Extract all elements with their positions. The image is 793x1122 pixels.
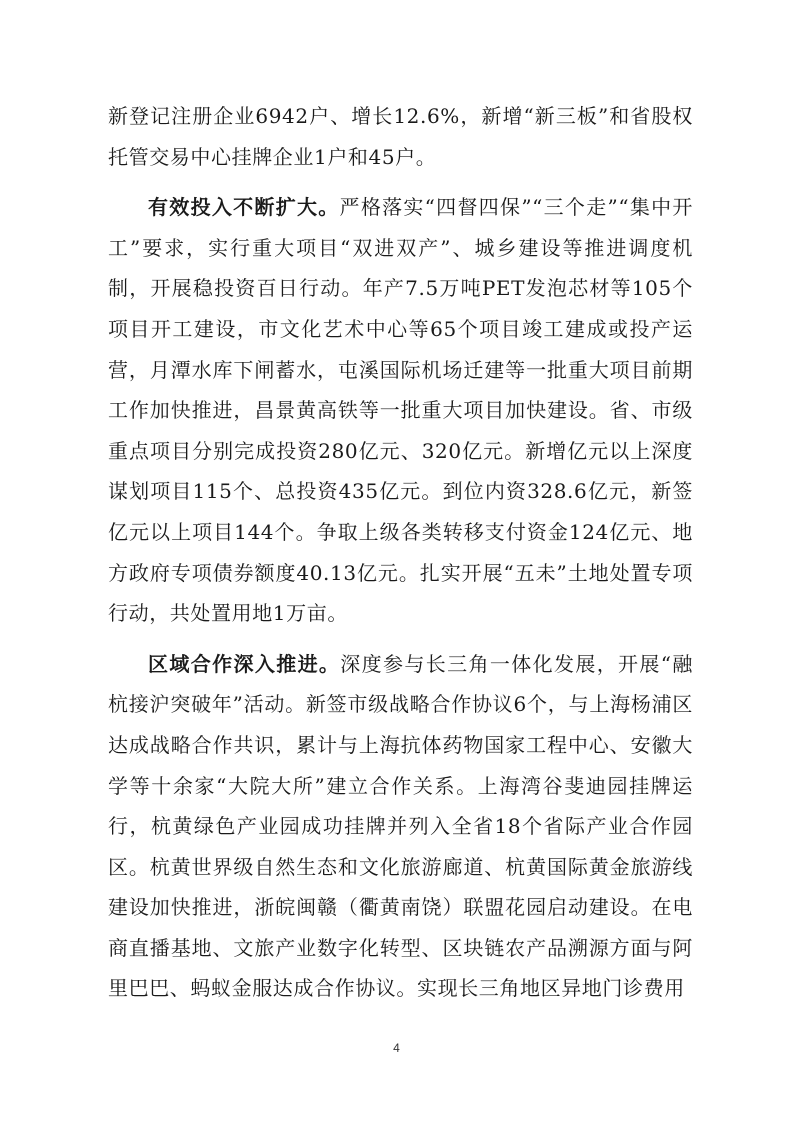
paragraph-text: 新登记注册企业6942户、增长12.6%，新增“新三板”和省股权托管交易中心挂牌企业1户和45户。: [108, 104, 693, 169]
paragraph-regional-cooperation: [108, 644, 693, 1009]
document-body: [108, 96, 693, 1019]
paragraph-continuation: [108, 96, 693, 177]
paragraph-heading: 区域合作深入推进。: [148, 651, 341, 676]
paragraph-effective-investment: [108, 187, 693, 634]
paragraph-heading: 有效投入不断扩大。: [148, 195, 340, 220]
paragraph-text: 严格落实“四督四保”“三个走”“集中开工”要求，实行重大项目“双进双产”、城乡建设等推进调度机制，开展稳投资百日行动。年产7.5万吨PET发泡芯材等105个项目开工建设，市文化艺术中心等65个项目竣工建成或投产运营，月潭水库下闸蓄水，屯溪国际机场迁建等一批重大项目前期工作加快推进，昌景黄高铁等一批重大项目加快建设。省、市级重点项目分别完成投资280亿元、320亿元。新增亿元以上深度谋划项目115个、总投资435亿元。到位内资328.6亿元，新签亿元以上项目144个。争取上级各类转移支付资金124亿元、地方政府专项债券额度40.13亿元。扎实开展“五未”土地处置专项行动，共处置用地1万亩。: [108, 195, 693, 626]
paragraph-text: 深度参与长三角一体化发展，开展“融杭接沪突破年”活动。新签市级战略合作协议6个，与上海杨浦区达成战略合作共识，累计与上海抗体药物国家工程中心、安徽大学等十余家“大院大所”建立合作关系。上海湾谷斐迪园挂牌运行，杭黄绿色产业园成功挂牌并列入全省18个省际产业合作园区。杭黄世界级自然生态和文化旅游廊道、杭黄国际黄金旅游线建设加快推进，浙皖闽赣（衢黄南饶）联盟花园启动建设。在电商直播基地、文旅产业数字化转型、区块链农产品溯源方面与阿里巴巴、蚂蚁金服达成合作协议。实现长三角地区异地门诊费用: [108, 651, 693, 1001]
page-number: 4: [393, 1041, 400, 1055]
